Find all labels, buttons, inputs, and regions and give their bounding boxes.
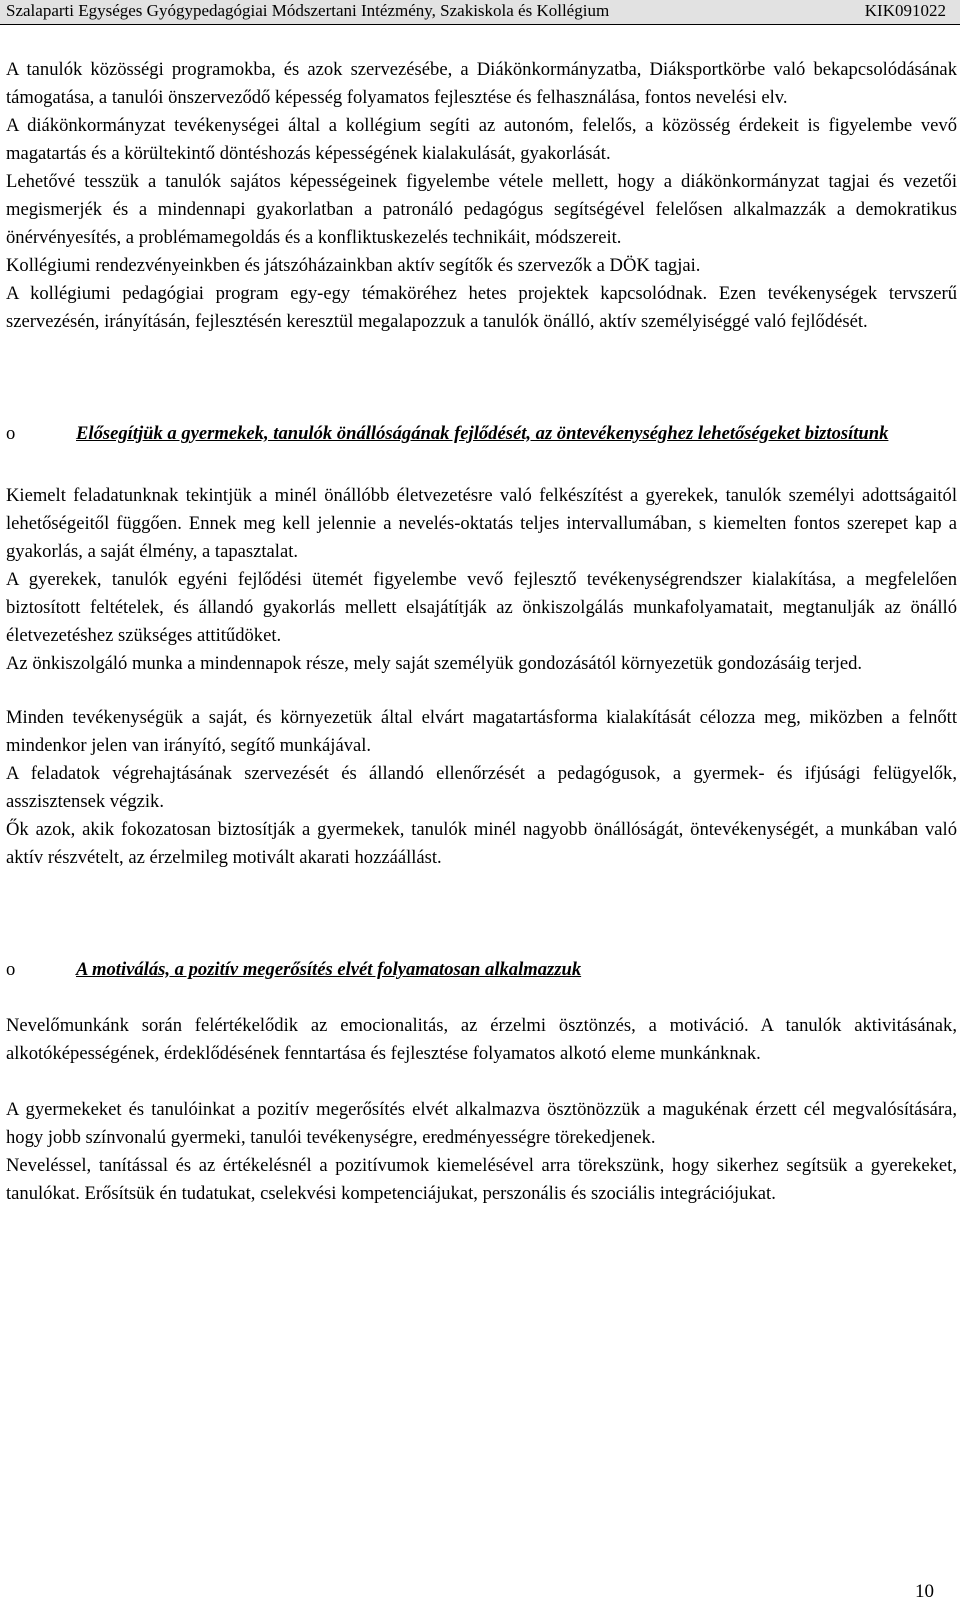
paragraph: Nevelőmunkánk során felértékelődik az emocionalitás, az érzelmi ösztönzés, a motiváció. A tanulók aktivitásának, alkotóképességének, érdeklődésének fenntartása és fejlesztése folyamatos alkotó eleme munkánknak.	[6, 1015, 957, 1064]
document-body	[6, 56, 957, 1208]
paragraph: Lehetővé tesszük a tanulók sajátos képességeinek figyelembe vétele mellett, hogy a diákönkormányzat tagjai és vezetői megismerjék és a mindennapi gyakorlatban a patronáló pedagógus segítségével felelősen alkalmazzák a demokratikus önérvényesítés, a problémamegoldás és a konfliktuskezelés technikáit, módszereit.	[6, 171, 957, 248]
page-header	[0, 0, 960, 25]
section-heading-text: Elősegítjük a gyermekek, tanulók önállóságának fejlődését, az öntevékenységhez lehetőségeket biztosítunk	[76, 423, 889, 444]
bullet-marker: o	[6, 423, 16, 444]
paragraph: A diákönkormányzat tevékenységei által a kollégium segíti az autonóm, felelős, a közösség érdekeit is figyelembe vevő magatartás és a körültekintő döntéshozás képességének kialakulását, gyakorlását.	[6, 115, 957, 164]
header-institution: Szalaparti Egységes Gyógypedagógiai Módszertani Intézmény, Szakiskola és Kollégium	[6, 1, 610, 20]
paragraph: A gyermekeket és tanulóinkat a pozitív megerősítés elvét alkalmazva ösztönözzük a magukénak érzett cél megvalósítására, hogy jobb színvonalú gyermeki, tanulói tevékenységre, eredményességre törekedjenek.	[6, 1099, 957, 1148]
section-heading-motivation	[6, 956, 957, 984]
header-code: KIK091022	[864, 1, 946, 20]
section-heading-independence	[6, 420, 957, 448]
paragraph: Minden tevékenységük a saját, és környezetük által elvárt magatartásforma kialakítását célozza meg, miközben a felnőtt mindenkor jelen van irányító, segítő munkájával.	[6, 707, 957, 756]
section-heading-text: A motiválás, a pozitív megerősítés elvét folyamatosan alkalmazzuk	[76, 959, 582, 980]
paragraph: Kollégiumi rendezvényeinkben és játszóházainkban aktív segítők és szervezők a DÖK tagjai.	[6, 255, 701, 276]
paragraph: Ők azok, akik fokozatosan biztosítják a gyermekek, tanulók minél nagyobb önállóságát, öntevékenységét, a munkában való aktív részvételt, az érzelmileg motivált akarati hozzáállást.	[6, 819, 957, 868]
paragraph: Az önkiszolgáló munka a mindennapok része, mely saját személyük gondozásától környezetük gondozásáig terjed.	[6, 653, 863, 674]
paragraph: A gyerekek, tanulók egyéni fejlődési ütemét figyelembe vevő fejlesztő tevékenységrendszer kialakítása, a megfelelően biztosított feltételek, és állandó gyakorlás mellett elsajátítják az önkiszolgálás munkafolyamatait, megtanulják az önálló életvezetéshez szükséges attitűdöket.	[6, 569, 957, 646]
page-number: 10	[915, 1581, 934, 1602]
paragraph: A kollégiumi pedagógiai program egy-egy témaköréhez hetes projektek kapcsolódnak. Ezen tevékenységek tervszerű szervezésén, irányításán, fejlesztésén keresztül megalapozzuk a tanulók önálló, aktív személyiséggé való fejlődését.	[6, 283, 957, 332]
paragraph: Neveléssel, tanítással és az értékelésnél a pozitívumok kiemelésével arra törekszünk, hogy sikerhez segítsük a gyerekeket, tanulókat. Erősítsük én tudatukat, cselekvési kompetenciájukat, perszonális és szociális integrációjukat.	[6, 1155, 957, 1204]
paragraph: A feladatok végrehajtásának szervezését és állandó ellenőrzését a pedagógusok, a gyermek- és ifjúsági felügyelők, asszisztensek végzik.	[6, 763, 957, 812]
paragraph: Kiemelt feladatunknak tekintjük a minél önállóbb életvezetésre való felkészítést a gyerekek, tanulók személyi adottságaitól lehetőségeitől függően. Ennek meg kell jelennie a nevelés-oktatás teljes intervallumában, s kiemelten fontos szerepet kap a gyakorlás, a saját élmény, a tapasztalat.	[6, 485, 957, 562]
paragraph: A tanulók közösségi programokba, és azok szervezésébe, a Diákönkormányzatba, Diáksportkörbe való bekapcsolódásának támogatása, a tanulói önszerveződő képesség folyamatos fejlesztése és felhasználása, fontos nevelési elv.	[6, 59, 957, 108]
bullet-marker: o	[6, 959, 16, 980]
